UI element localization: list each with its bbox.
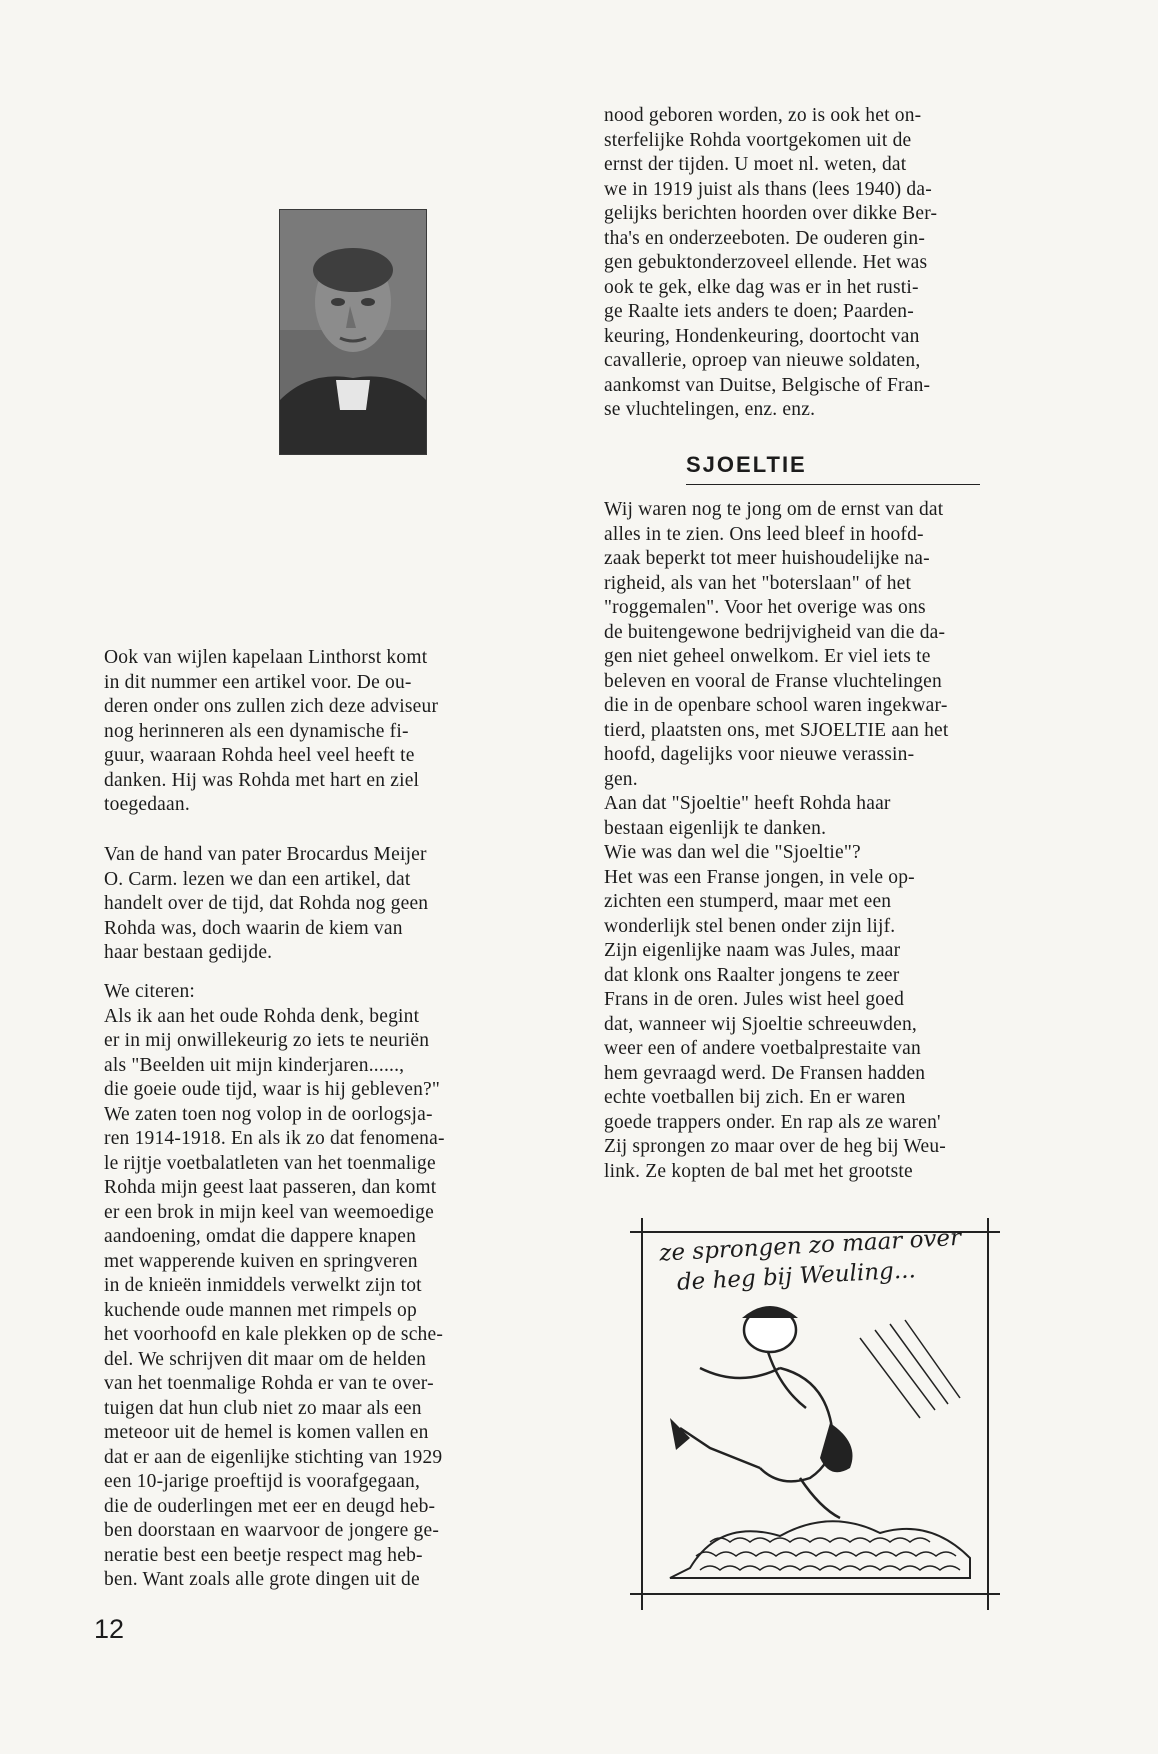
text-line: Zijn eigenlijke naam was Jules, maar xyxy=(604,940,901,961)
text-line: een 10-jarige proeftijd is voorafgegaan, xyxy=(104,1471,421,1492)
text-line: ben. Want zoals alle grote dingen uit de xyxy=(104,1569,420,1590)
text-line: gelijks berichten hoorden over dikke Ber- xyxy=(604,203,938,224)
text-line: Frans in de oren. Jules wist heel goed xyxy=(604,989,905,1010)
text-line: beleven en vooral de Franse vluchtelingen xyxy=(604,670,942,692)
text-line: Van de hand van pater Brocardus Meijer xyxy=(104,844,427,865)
text-line: in dit nummer een artikel voor. De ou- xyxy=(104,671,412,693)
text-line: deren onder ons zullen zich deze adviseur xyxy=(104,696,439,717)
text-line: gen. xyxy=(604,768,638,790)
text-line: toegedaan. xyxy=(104,794,190,815)
right-top-paragraph xyxy=(604,104,937,423)
text-line: aandoening, omdat die dappere knapen xyxy=(104,1226,417,1247)
text-line: als "Beelden uit mijn kinderjaren......, xyxy=(104,1054,405,1076)
text-line: righeid, als van het "boterslaan" of het xyxy=(604,572,912,594)
text-line: del. We schrijven dit maar om de helden xyxy=(104,1348,427,1370)
text-line: ren 1914-1918. En als ik zo dat fenomena- xyxy=(104,1128,445,1149)
text-line: Zij sprongen zo maar over de heg bij Weu- xyxy=(604,1136,946,1157)
text-line: link. Ze kopten de bal met het grootste xyxy=(604,1160,913,1182)
text-line: ernst der tijden. U moet nl. weten, dat xyxy=(604,154,907,175)
text-line: O. Carm. lezen we dan een artikel, dat xyxy=(104,868,411,890)
text-line: guur, waaraan Rohda heel veel heeft te xyxy=(104,745,415,766)
text-line: bestaan eigenlijk te danken. xyxy=(604,817,827,839)
text-line: danken. Hij was Rohda met hart en ziel xyxy=(104,769,420,791)
text-line: We zaten toen nog volop in de oorlogsja- xyxy=(104,1103,433,1125)
text-line: die in de openbare school waren ingekwar- xyxy=(604,695,948,716)
text-line: nog herinneren als een dynamische fi- xyxy=(104,720,409,742)
portrait-image xyxy=(280,210,426,454)
text-line: echte voetballen bij zich. En er waren xyxy=(604,1087,906,1108)
text-line: tuigen dat hun club niet zo maar als een xyxy=(104,1397,422,1419)
text-line: sterfelijke Rohda voortgekomen uit de xyxy=(604,129,912,151)
text-line: "roggemalen". Voor het overige was ons xyxy=(604,597,926,618)
text-line: hem gevraagd werd. De Fransen hadden xyxy=(604,1062,926,1084)
text-line: in de knieën inmiddels verwelkt zijn tot xyxy=(104,1275,422,1296)
text-line: We citeren: xyxy=(104,981,196,1002)
text-line: ben doorstaan en waarvoor de jongere ge- xyxy=(104,1520,440,1541)
text-line: Aan dat "Sjoeltie" heeft Rohda haar xyxy=(604,793,891,814)
text-line: dat klonk ons Raalter jongens te zeer xyxy=(604,964,900,986)
text-line: se vluchtelingen, enz. enz. xyxy=(604,399,816,420)
text-line: le rijtje voetbalatleten van het toenmalige xyxy=(104,1152,436,1174)
text-line: Wie was dan wel die "Sjoeltie"? xyxy=(604,842,861,863)
text-line: weer een of andere voetbalprestaite van xyxy=(604,1038,921,1059)
text-line: er in mij onwillekeurig zo iets te neuriën xyxy=(104,1030,430,1051)
page-number: 12 xyxy=(94,1614,125,1644)
text-line: Als ik aan het oude Rohda denk, begint xyxy=(104,1005,420,1027)
text-line: tha's en onderzeeboten. De ouderen gin- xyxy=(604,227,926,249)
text-line: neratie best een beetje respect mag heb- xyxy=(104,1544,423,1566)
text-line: gen gebuktonderzoveel ellende. Het was xyxy=(604,252,928,273)
text-line: ge Raalte iets anders te doen; Paarden- xyxy=(604,301,914,322)
caption-line: ze sprongen zo maar over xyxy=(658,1224,962,1267)
text-line: er een brok in mijn keel van weemoedige xyxy=(104,1201,434,1223)
text-line: keuring, Hondenkeuring, doortocht van xyxy=(604,325,920,347)
author-paragraph xyxy=(104,843,428,966)
intro-paragraph xyxy=(104,646,438,818)
text-line: Het was een Franse jongen, in vele op- xyxy=(604,866,915,888)
caption-line: de heg bij Weuling... xyxy=(676,1257,917,1296)
text-line: die goeie oude tijd, waar is hij gebleven?" xyxy=(104,1079,441,1100)
text-line: aankomst van Duitse, Belgische of Fran- xyxy=(604,374,931,396)
text-line: ook te gek, elke dag was er in het rusti- xyxy=(604,276,919,298)
text-line: die de ouderlingen met eer en deugd heb- xyxy=(104,1495,436,1517)
quote-paragraph xyxy=(104,980,445,1593)
text-line: dat er aan de eigenlijke stichting van 1929 xyxy=(104,1446,443,1468)
text-line: haar bestaan gedijde. xyxy=(104,942,273,963)
text-line: tierd, plaatsten ons, met SJOELTIE aan het xyxy=(604,719,949,741)
text-line: cavallerie, oproep van nieuwe soldaten, xyxy=(604,350,921,371)
portrait-photo xyxy=(279,209,427,455)
text-line: met wapperende kuiven en springveren xyxy=(104,1250,418,1272)
text-line: dat, wanneer wij Sjoeltie schreeuwden, xyxy=(604,1013,917,1035)
text-line: van het toenmalige Rohda er van te over- xyxy=(104,1373,434,1394)
text-line: handelt over de tijd, dat Rohda nog geen xyxy=(104,893,429,914)
text-line: Ook van wijlen kapelaan Linthorst komt xyxy=(104,647,428,668)
text-line: wonderlijk stel benen onder zijn lijf. xyxy=(604,915,896,937)
text-line: de buitengewone bedrijvigheid van die da- xyxy=(604,621,946,643)
text-line: nood geboren worden, zo is ook het on- xyxy=(604,105,922,126)
text-line: zaak beperkt tot meer huishoudelijke na- xyxy=(604,548,930,569)
text-line: we in 1919 juist als thans (lees 1940) da- xyxy=(604,178,932,200)
text-line: zichten een stumperd, maar met een xyxy=(604,891,892,912)
section-heading: SJOELTIE xyxy=(686,452,980,485)
text-line: Rohda was, doch waarin de kiem van xyxy=(104,917,403,939)
text-line: alles in te zien. Ons leed bleef in hoofd- xyxy=(604,523,924,545)
text-line: Rohda mijn geest laat passeren, dan komt xyxy=(104,1177,437,1198)
text-line: het voorhoofd en kale plekken op de sche- xyxy=(104,1324,444,1345)
text-line: gen niet geheel onwelkom. Er viel iets te xyxy=(604,646,931,667)
text-line: meteoor uit de hemel is komen vallen en xyxy=(104,1422,429,1443)
right-body-paragraph xyxy=(604,498,949,1184)
text-line: hoofd, dagelijks voor nieuwe verassin- xyxy=(604,744,915,765)
text-line: goede trappers onder. En rap als ze waren' xyxy=(604,1111,941,1133)
text-line: kuchende oude mannen met rimpels op xyxy=(104,1299,417,1321)
text-line: Wij waren nog te jong om de ernst van dat xyxy=(604,499,944,520)
